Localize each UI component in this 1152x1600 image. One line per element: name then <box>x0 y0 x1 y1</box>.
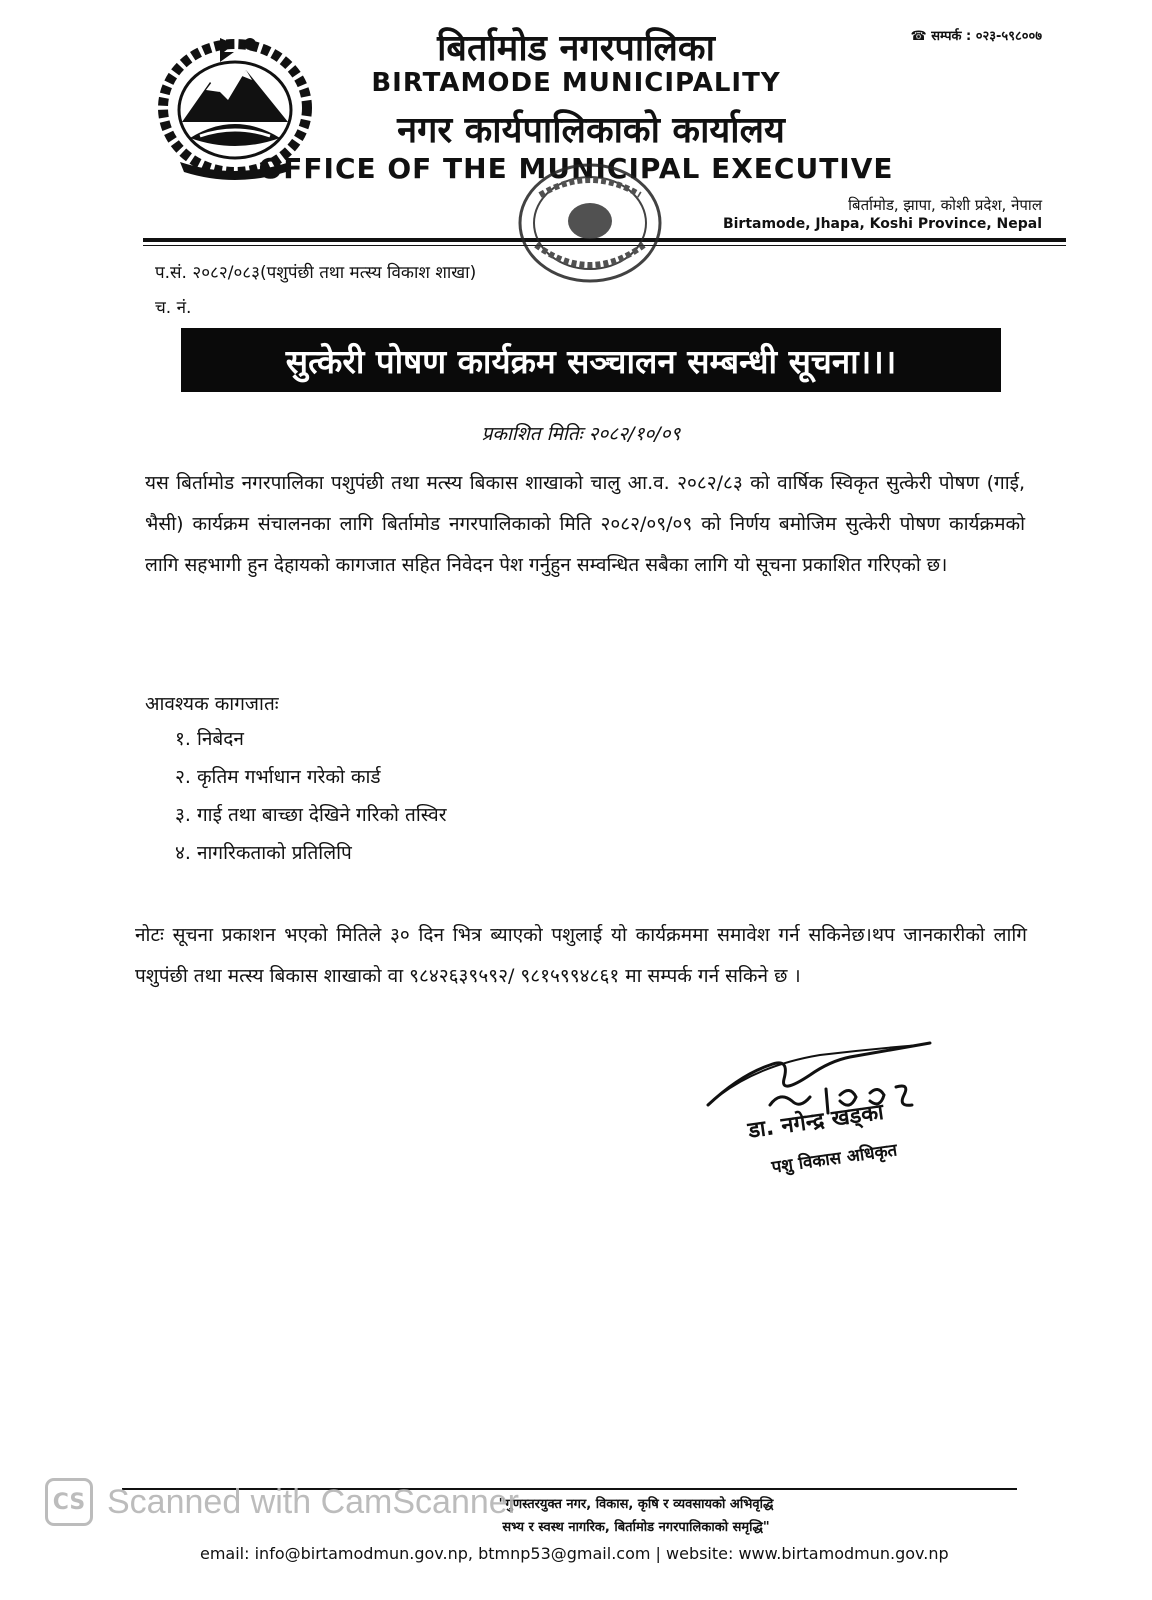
footer-contact-info: email: info@birtamodmun.gov.np, btmnp53@gmail.com | website: www.birtamodmun.gov.np <box>200 1544 949 1563</box>
signatory-name: डा. नगेन्द्र खड्का <box>746 1099 886 1144</box>
municipality-name-english: BIRTAMODE MUNICIPALITY <box>371 68 781 98</box>
address-nepali: बिर्तामोड, झापा, कोशी प्रदेश, नेपाल <box>848 196 1042 214</box>
address-english: Birtamode, Jhapa, Koshi Province, Nepal <box>722 216 1042 232</box>
footer-slogan-line1: "गुणस्तरयुक्त नगर, विकास, कृषि र व्यवसायको अभिवृद्धि <box>498 1497 774 1512</box>
municipality-name-nepali: बिर्तामोड नगरपालिका <box>437 28 715 69</box>
notice-note: नोटः सूचना प्रकाशन भएको मितिले ३० दिन भित्र ब्याएको पशुलाई यो कार्यक्रममा समावेश गर्न सकिनेछ।थप जानकारीको लागि पशुपंछी तथा मत्स्य बिकास शाखाको वा ९८४२६३९५९२/ ९८१५९९४८६१ मा सम्पर्क गर्न सकिने छ । <box>135 924 1027 987</box>
published-date: प्रकाशित मितिः २०८२/१०/०९ <box>481 423 681 445</box>
phone-contact: ☎ सम्पर्क : ०२३-५९८००७ <box>910 29 1042 44</box>
camscanner-logo-icon: CS <box>45 1478 93 1526</box>
list-item: ४. नागरिकताको प्रतिलिपि <box>175 842 352 864</box>
notice-title-text: सुत्केरी पोषण कार्यक्रम सञ्चालन सम्बन्धी सूचना।।। <box>285 341 897 381</box>
list-item: २. कृतिम गर्भाधान गरेको कार्ड <box>175 766 381 788</box>
notice-title <box>181 328 1001 392</box>
dispatch-number: च. नं. <box>155 298 192 318</box>
required-documents-title: आवश्यक कागजातः <box>145 693 279 715</box>
office-name-english: OFFICE OF THE MUNICIPAL EXECUTIVE <box>258 152 894 185</box>
signatory-designation: पशु विकास अधिकृत <box>770 1140 899 1178</box>
office-name-nepali: नगर कार्यपालिकाको कार्यालय <box>397 110 785 151</box>
notice-body: यस बिर्तामोड नगरपालिका पशुपंछी तथा मत्स्य बिकास शाखाको चालु आ.व. २०८२/८३ को वार्षिक स्विकृत सुत्केरी पोषण (गाई, भैसी) कार्यक्रम संचालनका लागि बिर्तामोड नगरपालिकाको मिति २०८२/०९/०९ को निर्णय बमोजिम सुत्केरी पोषण कार्यक्रमको लागि सहभागी हुन देहायको कागजात सहित निवेदन पेश गर्नुहुन सम्वन्धित सबैका लागि यो सूचना प्रकाशित गरिएको छ। <box>145 472 1025 576</box>
camscanner-watermark <box>45 1478 519 1526</box>
list-item: ३. गाई तथा बाच्छा देखिने गरिको तस्विर <box>175 804 447 826</box>
required-documents-list <box>175 720 446 872</box>
watermark-text: Scanned with CamScanner <box>107 1482 520 1521</box>
list-item: १. निबेदन <box>175 728 244 750</box>
reference-number: प.सं. २०८२/०८३(पशुपंछी तथा मत्स्य विकाश शाखा) <box>155 263 477 283</box>
office-stamp <box>510 155 670 295</box>
footer-slogan-line2: सभ्य र स्वस्थ नागरिक, बिर्तामोड नगरपालिकाको समृद्धि" <box>502 1520 770 1535</box>
